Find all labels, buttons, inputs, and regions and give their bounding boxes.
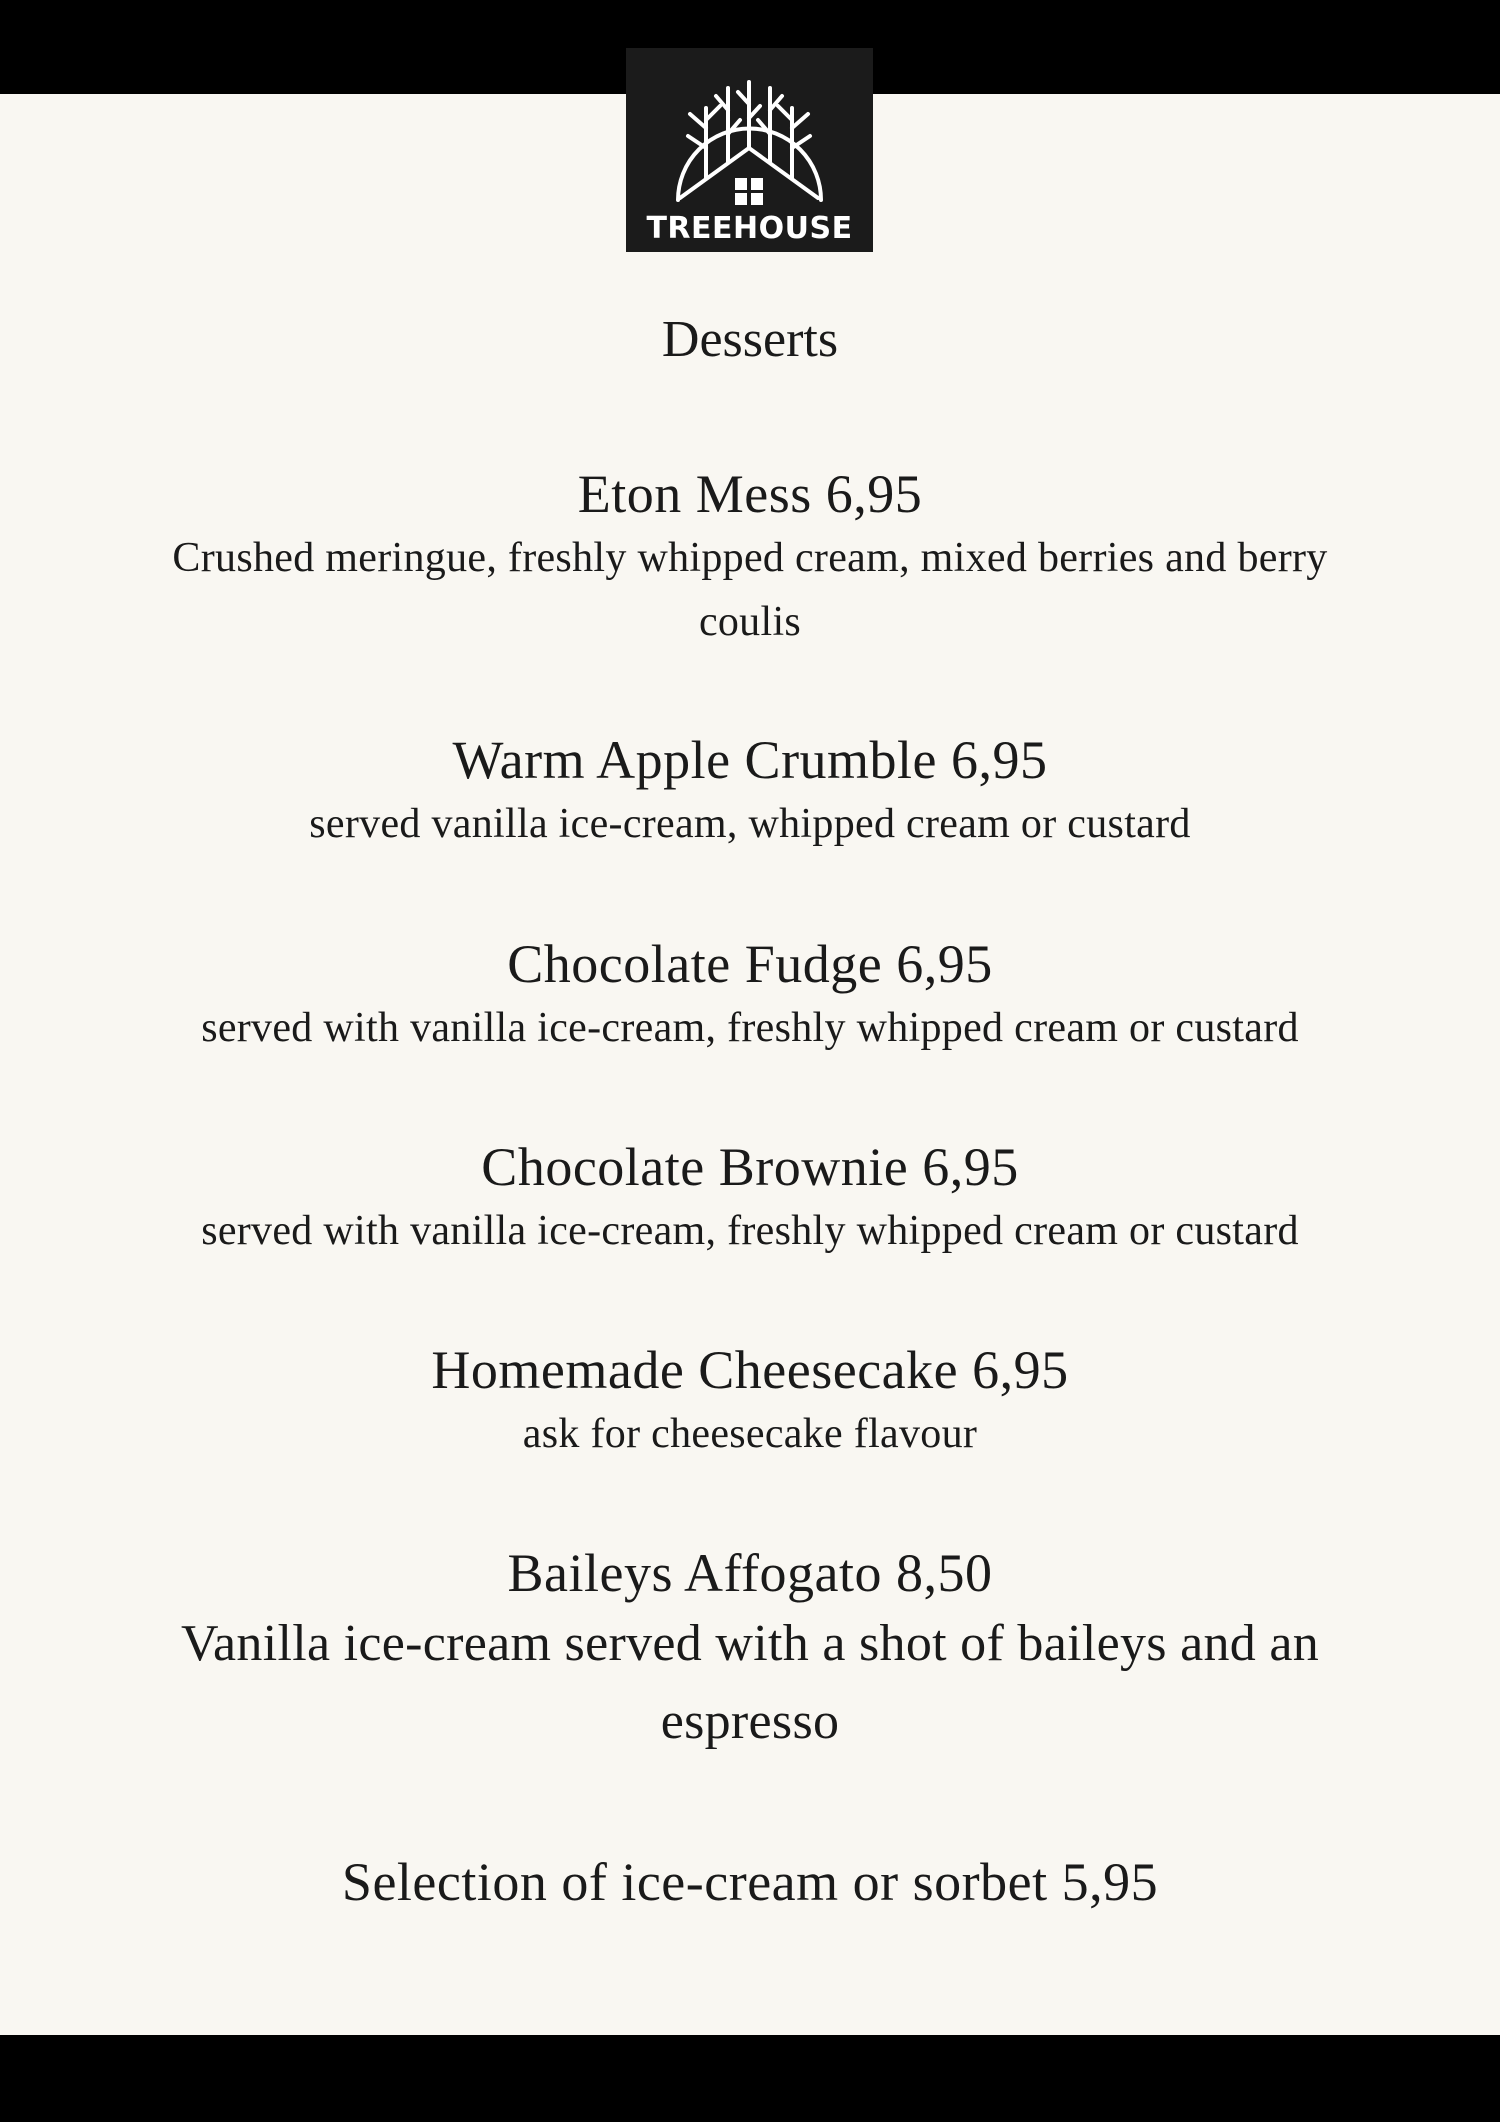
menu-item: [100, 462, 1400, 654]
logo-text: TREEHOUSE: [646, 211, 853, 246]
menu-item-description: served vanilla ice-cream, whipped cream or custard: [309, 801, 1191, 847]
treehouse-logo: [626, 48, 873, 252]
menu-item: [100, 728, 1400, 856]
menu-item-description: Crushed meringue, freshly whipped cream, mixed berries and berry coulis: [172, 535, 1328, 645]
menu-item-name: Homemade Cheesecake 6,95: [431, 1340, 1069, 1400]
menu-title: Desserts: [661, 311, 839, 368]
menu-item: [100, 1338, 1400, 1466]
menu-item: [100, 1135, 1400, 1263]
menu-item-name: Selection of ice-cream or sorbet 5,95: [341, 1852, 1159, 1912]
menu-item: [100, 1541, 1400, 1761]
menu-item-name: Warm Apple Crumble 6,95: [452, 730, 1048, 790]
menu-item-name: Eton Mess 6,95: [577, 464, 923, 524]
menu-item-name: Baileys Affogato 8,50: [507, 1543, 993, 1603]
menu-item: [100, 932, 1400, 1060]
menu-item-description: Vanilla ice-cream served with a shot of baileys and an espresso: [180, 1615, 1320, 1750]
window-icon: [735, 178, 763, 205]
menu-item-description: served with vanilla ice-cream, freshly whipped cream or custard: [201, 1208, 1299, 1254]
menu-item: [100, 1850, 1400, 1914]
bottom-black-bar: [0, 2035, 1500, 2122]
menu-item-description: served with vanilla ice-cream, freshly whipped cream or custard: [201, 1005, 1299, 1051]
menu-item-name: Chocolate Fudge 6,95: [507, 934, 993, 994]
menu-item-description: ask for cheesecake flavour: [522, 1411, 978, 1457]
menu-item-name: Chocolate Brownie 6,95: [481, 1137, 1019, 1197]
